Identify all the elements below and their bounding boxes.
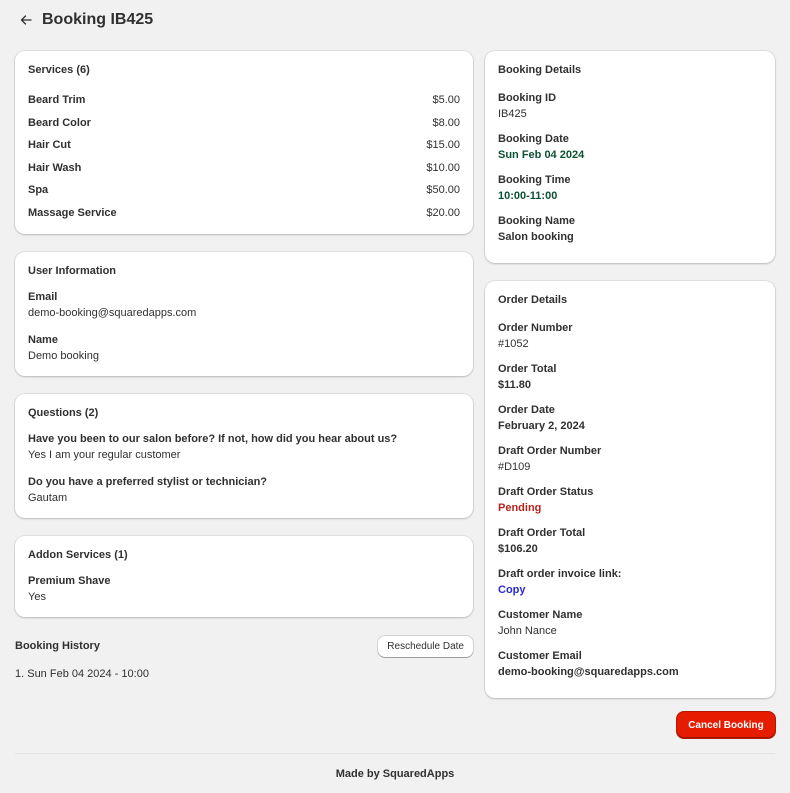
- addon-name: Premium Shave: [28, 575, 111, 587]
- invoice-link-field: [498, 567, 762, 598]
- customer-email-value: demo-booking@squaredapps.com: [498, 666, 679, 678]
- booking-id-value: IB425: [498, 108, 527, 120]
- customer-email-field: [498, 649, 762, 680]
- services-card: [15, 51, 473, 234]
- question-text: Have you been to our salon before? If not, how did you hear about us?: [28, 433, 398, 445]
- service-row: [28, 112, 460, 135]
- booking-name-field: [498, 214, 762, 245]
- booking-history-title: Booking History: [15, 640, 100, 652]
- reschedule-date-button[interactable]: Reschedule Date: [378, 636, 473, 657]
- service-row: [28, 134, 460, 157]
- order-total-field: [498, 362, 762, 393]
- history-item: 1. Sun Feb 04 2024 - 10:00: [15, 668, 149, 680]
- draft-order-total-field: [498, 526, 762, 557]
- draft-order-total-label: Draft Order Total: [498, 527, 586, 539]
- service-price: $10.00: [426, 161, 460, 174]
- footer-credit: Made by SquaredApps: [335, 768, 455, 780]
- cancel-booking-button[interactable]: Cancel Booking: [677, 712, 775, 738]
- right-column: [485, 51, 775, 716]
- services-title: Services (6): [28, 64, 90, 76]
- customer-name-label: Customer Name: [498, 609, 583, 621]
- left-column: [15, 51, 473, 680]
- addon-item: [28, 574, 460, 605]
- question-item: [28, 432, 460, 463]
- draft-order-status-value: Pending: [498, 502, 542, 514]
- booking-time-label: Booking Time: [498, 174, 571, 186]
- service-row: [28, 202, 460, 225]
- booking-details-card: [485, 51, 775, 263]
- page-header: [18, 8, 153, 32]
- booking-date-field: [498, 132, 762, 163]
- order-date-label: Order Date: [498, 404, 555, 416]
- draft-order-number-value: #D109: [498, 461, 531, 473]
- email-value: demo-booking@squaredapps.com: [28, 307, 197, 319]
- service-name: Spa: [28, 184, 49, 197]
- order-number-field: [498, 321, 762, 352]
- service-name: Beard Trim: [28, 94, 86, 107]
- service-price: $15.00: [426, 139, 460, 152]
- service-row: [28, 89, 460, 112]
- service-price: $50.00: [426, 184, 460, 197]
- user-info-title: User Information: [28, 265, 117, 277]
- service-price: $5.00: [432, 94, 460, 107]
- customer-name-field: [498, 608, 762, 639]
- copy-invoice-link[interactable]: Copy: [498, 584, 526, 596]
- booking-id-label: Booking ID: [498, 92, 557, 104]
- page-title: Booking IB425: [42, 11, 154, 28]
- name-field: [28, 333, 460, 364]
- order-details-title: Order Details: [498, 294, 568, 306]
- service-row: [28, 157, 460, 180]
- answer-text: Gautam: [28, 492, 68, 504]
- email-field: [28, 290, 460, 321]
- booking-time-value: 10:00-11:00: [498, 190, 558, 202]
- draft-order-status-field: [498, 485, 762, 516]
- service-price: $20.00: [426, 206, 460, 219]
- draft-order-status-label: Draft Order Status: [498, 486, 594, 498]
- order-number-label: Order Number: [498, 322, 573, 334]
- name-label: Name: [28, 334, 58, 346]
- name-value: Demo booking: [28, 350, 99, 362]
- booking-time-field: [498, 173, 762, 204]
- questions-title: Questions (2): [28, 407, 99, 419]
- booking-date-label: Booking Date: [498, 133, 569, 145]
- customer-name-value: John Nance: [498, 625, 557, 637]
- invoice-link-label: Draft order invoice link:: [498, 568, 622, 580]
- customer-email-label: Customer Email: [498, 650, 582, 662]
- addon-value: Yes: [28, 591, 46, 603]
- user-info-card: [15, 252, 473, 376]
- service-name: Hair Cut: [28, 139, 71, 152]
- question-item: [28, 475, 460, 506]
- addon-services-title: Addon Services (1): [28, 549, 128, 561]
- answer-text: Yes I am your regular customer: [28, 449, 181, 461]
- email-label: Email: [28, 291, 58, 303]
- draft-order-number-label: Draft Order Number: [498, 445, 602, 457]
- booking-date-value: Sun Feb 04 2024: [498, 149, 585, 161]
- booking-name-value: Salon booking: [498, 231, 574, 243]
- arrow-left-icon: [20, 14, 32, 26]
- back-button[interactable]: [18, 12, 34, 28]
- footer-divider: [15, 753, 775, 754]
- draft-order-number-field: [498, 444, 762, 475]
- order-total-value: $11.80: [498, 379, 532, 391]
- draft-order-total-value: $106.20: [498, 543, 538, 555]
- booking-id-field: [498, 91, 762, 122]
- order-date-value: February 2, 2024: [498, 420, 585, 432]
- question-text: Do you have a preferred stylist or technician?: [28, 476, 268, 488]
- booking-history-header: [15, 634, 473, 658]
- service-name: Hair Wash: [28, 161, 82, 174]
- service-row: [28, 179, 460, 202]
- order-date-field: [498, 403, 762, 434]
- service-name: Beard Color: [28, 116, 91, 129]
- questions-card: [15, 394, 473, 518]
- service-name: Massage Service: [28, 206, 117, 219]
- order-details-card: [485, 281, 775, 698]
- booking-details-title: Booking Details: [498, 64, 582, 76]
- addon-services-card: [15, 536, 473, 617]
- booking-name-label: Booking Name: [498, 215, 576, 227]
- order-number-value: #1052: [498, 338, 529, 350]
- service-price: $8.00: [432, 116, 460, 129]
- order-total-label: Order Total: [498, 363, 557, 375]
